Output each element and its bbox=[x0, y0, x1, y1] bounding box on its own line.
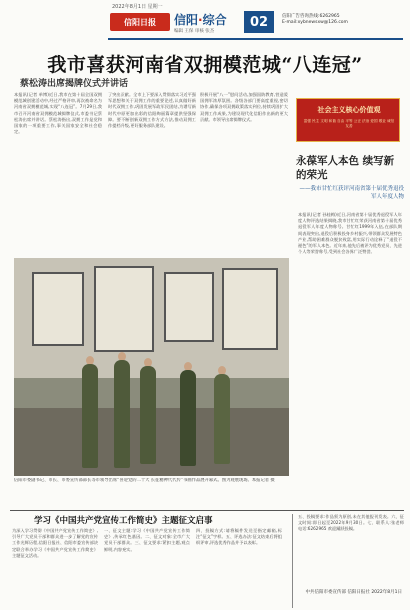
notice-organizers: 中共信阳市委宣传部 信阳日报社 2022年8月1日 bbox=[305, 590, 402, 595]
core-values-banner: 社会主义核心价值观 富强 民主 文明 和谐 自由 平等 公正 法治 爱国 敬业 诚信 友善 bbox=[296, 98, 400, 142]
article-column-2: 了突出贡献。全市上下要深入贯彻落实习近平强军思想和关于双拥工作的重要论述,认真做好新时代双拥工作,巩固发展军政军民团结,为谱写新时代中原更加出彩的信阳绚丽篇章提供坚强保障。要不断创新双拥工作方式方法,推动双拥工作提档升级,更好服务部队建设。 bbox=[108, 92, 196, 129]
main-headline: 我市喜获河南省双拥模范城“八连冠” bbox=[47, 54, 363, 76]
photo-caption: 信阳市委副书记、市长、市委宣传部部长等市领导出席“喜迎党的二十大 长征精神代代传”书画作品展开幕式。图为观展现场。本报记者 摄 bbox=[14, 478, 275, 483]
essay-notice-title: 学习《中国共产党宣传工作简史》主题征文启事 bbox=[34, 516, 213, 526]
section-divider bbox=[10, 510, 404, 511]
main-subheadline: 蔡松涛出席揭牌仪式并讲话 bbox=[20, 79, 129, 89]
newspaper-logo: 信阳日报 bbox=[110, 13, 170, 31]
header-rule bbox=[108, 38, 403, 40]
right-article-subtitle: ——我市甘忙红获评河南省第十届优秀退役军人年度人物 bbox=[299, 186, 404, 200]
right-article-title: 永葆军人本色 续写新的荣光 bbox=[296, 155, 395, 181]
essay-notice-right: 五、投稿要求:作品须为原创,未在其他报刊发表。六、征文时间:即日起至2022年9月30日。七、联系人:张老师 电话:6262965 欢迎踊跃投稿。 bbox=[298, 514, 404, 531]
essay-notice-column-2: 一、征文主题:学习《中国共产党宣传工作简史》,传承红色基因。二、征文对象:全市广大党员干部群众。三、征文要求:紧扣主题,观点鲜明,内容充实。 bbox=[104, 528, 190, 552]
page-number: 02 bbox=[244, 11, 274, 33]
issue-date: 2022年8月1日 星期一 bbox=[112, 4, 163, 10]
exhibition-photo bbox=[14, 258, 289, 476]
article-column-3: 积极开展“八一”慰问活动,加强国防教育,营造爱国拥军浓厚氛围。各级各部门要高度重视,密切协作,确保各项双拥政策落实到位,持续巩固扩大双拥工作成果,为建设现代化信阳作出新的更大贡献。市领导出席揭牌仪式。 bbox=[200, 92, 288, 122]
page-header bbox=[0, 0, 410, 42]
essay-notice-column-3: 四、投稿方式:请将稿件发送至指定邮箱,标注“征文”字样。五、评选办法:征文结束后将组织评审,评选优秀作品并予以表彰。 bbox=[196, 528, 282, 546]
editors-line: 编辑 王保 审核 张杰 bbox=[174, 29, 215, 34]
section-title: 信阳·综合 bbox=[174, 13, 227, 27]
column-divider bbox=[292, 514, 293, 608]
essay-notice-column-1: 为深入学习贯彻《中国共产党宣传工作简史》,引导广大党员干部和群众进一步了解党的宣传工作光辉历程,信阳日报社、信阳市委宣传部决定联合举办学习《中国共产党宣传工作简史》主题征文活动。 bbox=[12, 528, 98, 558]
contact-info: 信阳广告咨询热线:6262965 E-mail:xybnewsxw@126.com bbox=[282, 14, 348, 25]
right-article-body: 本报讯(记者 孙桂梅)近日,河南省第十届优秀退役军人年度人物评选结果揭晓,我市甘忙红荣获河南省第十届优秀退役军人年度人物称号。甘忙红1999年入伍,在部队期间表现突出,退役后积极投身乡村振兴,带领群众发展特色产业,帮助困难群众脱贫致富,用实际行动诠释了“退役不褪色”的军人本色。近年来,他先后被评为优秀党员、先进个人等荣誉称号,受到社会各界广泛赞誉。 bbox=[298, 212, 402, 255]
article-column-1: 本报讯(记者 单博)近日,我市在第十届全国双拥模范城创建活动中,经过严格评审,再次被命名为河南省双拥模范城,实现“八连冠”。7月29日,我市召开河南省双拥模范城揭牌仪式,市委书记蔡松涛出席并讲话。蔡松涛指出,双拥工作是党和国家的一项重要工作,事关国家安全和社会稳定。 bbox=[14, 92, 102, 135]
